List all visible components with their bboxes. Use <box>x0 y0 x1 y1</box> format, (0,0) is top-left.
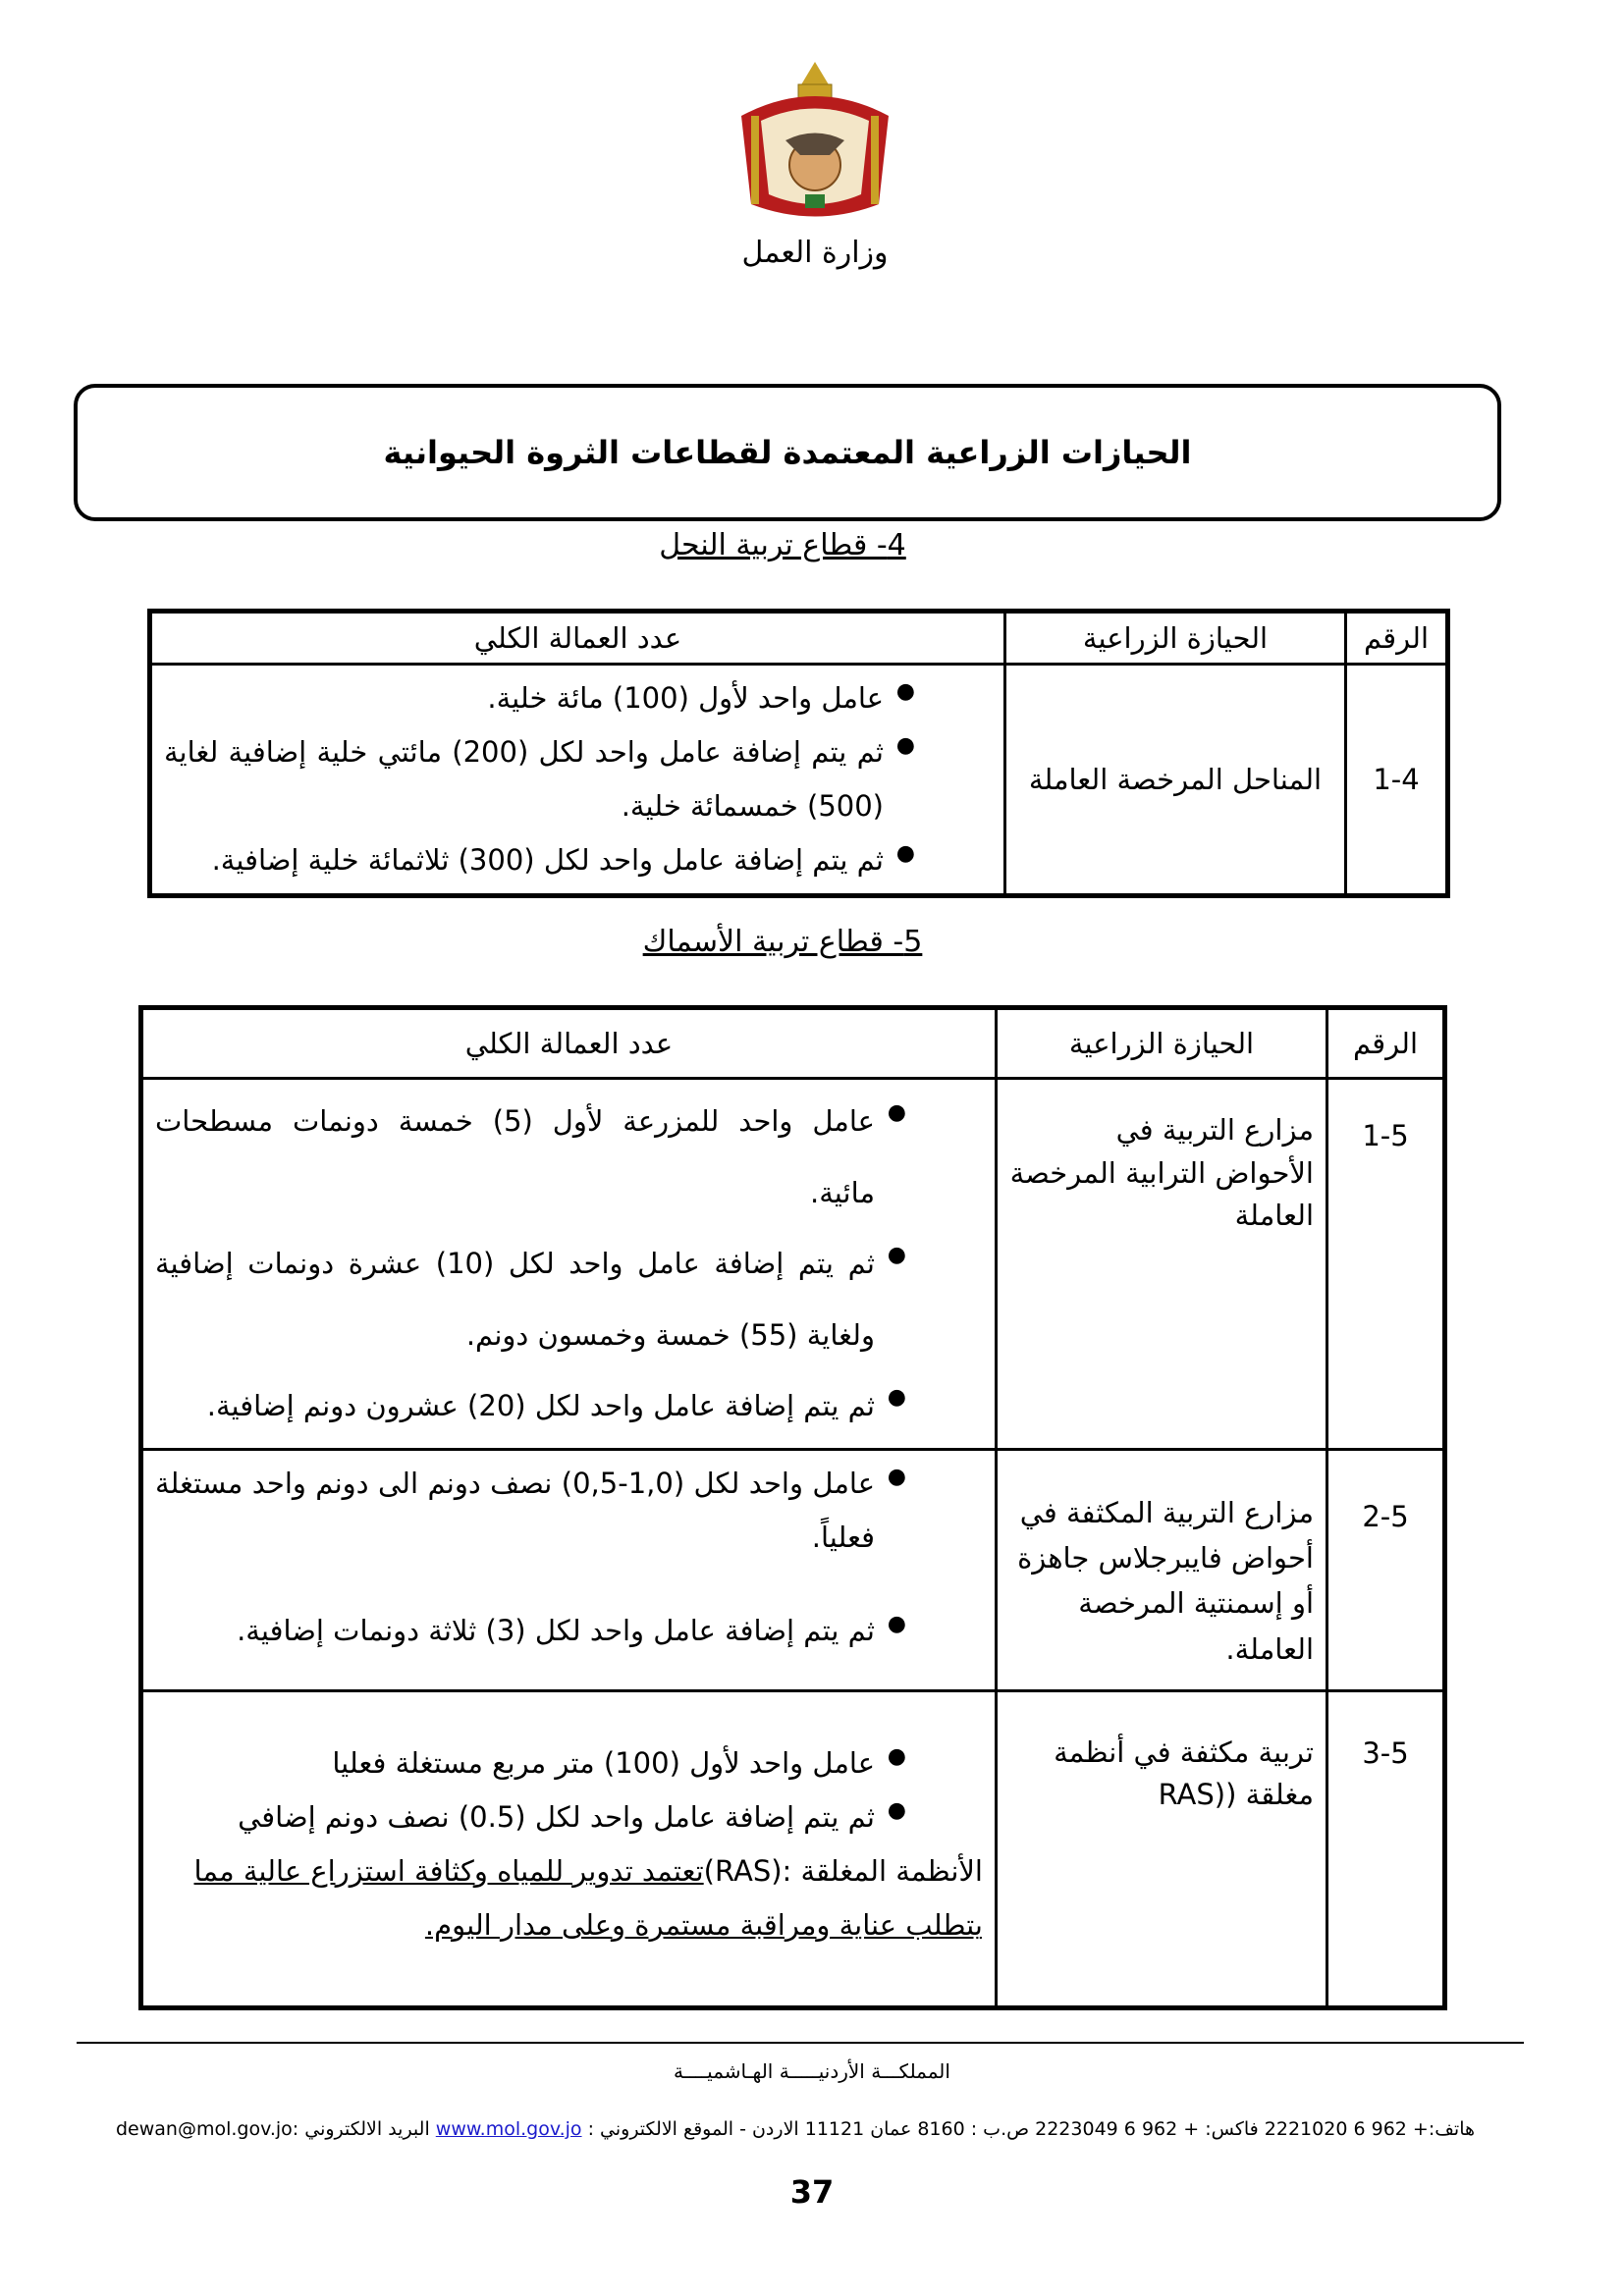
table-row <box>141 1079 1445 1450</box>
ras-note <box>155 1844 983 1952</box>
row-number: 3-5 <box>1327 1690 1445 2008</box>
row-number: 1-4 <box>1346 665 1448 896</box>
row-workers <box>141 1079 997 1450</box>
ras-note-label: الأنظمة المغلقة :(RAS) <box>703 1853 983 1888</box>
table-header-row <box>141 1008 1445 1079</box>
footer-divider <box>77 2042 1524 2044</box>
list-item: ● ثم يتم إضافة عامل واحد لكل (300) ثلاثمائة خلية إضافية. <box>164 833 884 887</box>
table-row <box>150 665 1448 896</box>
list-item: ● ثم يتم إضافة عامل واحد لكل (3) ثلاثة دونمات إضافية. <box>155 1604 875 1658</box>
col-header-number: الرقم <box>1327 1008 1445 1079</box>
list-item: ● ثم يتم إضافة عامل واحد لكل (0.5) نصف دونم إضافي <box>155 1790 875 1844</box>
table-row <box>141 1690 1445 2008</box>
row-holding: المناحل المرخصة العاملة <box>1005 665 1346 896</box>
website-link[interactable]: www.mol.gov.jo <box>435 2118 582 2140</box>
table-header-row <box>150 612 1448 665</box>
ministry-name: وزارة العمل <box>741 236 889 270</box>
footer-contact <box>98 2118 1492 2140</box>
contact-email: البريد الالكتروني :dewan@mol.gov.jo <box>115 2118 436 2140</box>
page-number: 37 <box>789 2173 835 2211</box>
jordan-coat-of-arms-logo <box>731 57 898 239</box>
col-header-holding: الحيازة الزراعية <box>997 1008 1327 1079</box>
beekeeping-table <box>147 609 1450 898</box>
col-header-number: الرقم <box>1346 612 1448 665</box>
list-item: ● ثم يتم إضافة عامل واحد لكل (10) عشرة دونمات إضافية ولغاية (55) خمسة وخمسون دونم. <box>155 1228 875 1370</box>
title-box <box>74 384 1501 521</box>
row-workers <box>141 1449 997 1690</box>
row-holding: مزارع التربية المكثفة في أحواض فايبرجلاس جاهزة أو إسمنتية المرخصة العاملة. <box>997 1449 1327 1690</box>
row-workers <box>141 1690 997 2008</box>
footer-kingdom: المملكـــة الأردنيـــــة الهـاشميــــة <box>674 2059 950 2083</box>
list-item: ● عامل واحد لأول (100) مائة خلية. <box>164 671 884 725</box>
list-item: ● ثم يتم إضافة عامل واحد لكل (20) عشرون دونم إضافية. <box>155 1370 875 1442</box>
row-holding: مزارع التربية في الأحواض الترابية المرخصة العاملة <box>997 1079 1327 1450</box>
list-item: ● عامل واحد لكل (1,0-0,5) نصف دونم الى دونم واحد مستغلة فعلياً. <box>155 1457 875 1565</box>
ras-note-text: تعتمد تدوير للمياه وكثافة استزراع عالية مما يتطلب عناية ومراقبة مستمرة وعلى مدار اليوم. <box>193 1853 983 1942</box>
list-item: ● ثم يتم إضافة عامل واحد لكل (200) مائتي خلية إضافية لغاية (500) خمسمائة خلية. <box>164 725 884 833</box>
list-item: ● عامل واحد لأول (100) متر مربع مستغلة فعليا <box>155 1736 875 1790</box>
section-5-heading: 5- قطاع تربية الأسماك <box>642 925 923 959</box>
contact-phone-fax-address: هاتف:+ 962 6 2221020 فاكس: + 962 6 2223049 ص.ب : 8160 عمان 11121 الاردن - الموقع الالكتروني : <box>581 2118 1476 2140</box>
row-holding: تربية مكثفة في أنظمة مغلقة ((RAS <box>997 1690 1327 2008</box>
col-header-holding: الحيازة الزراعية <box>1005 612 1346 665</box>
list-item: ● عامل واحد للمزرعة لأول (5) خمسة دونمات مسطحات مائية. <box>155 1086 875 1228</box>
table-row <box>141 1449 1445 1690</box>
page-title: الحيازات الزراعية المعتمدة لقطاعات الثروة الحيوانية <box>383 434 1192 471</box>
fish-farming-table <box>138 1005 1447 2010</box>
col-header-workers: عدد العمالة الكلي <box>150 612 1005 665</box>
row-workers <box>150 665 1005 896</box>
section-4-heading: 4- قطاع تربية النحل <box>659 528 906 562</box>
row-number: 1-5 <box>1327 1079 1445 1450</box>
col-header-workers: عدد العمالة الكلي <box>141 1008 997 1079</box>
row-number: 2-5 <box>1327 1449 1445 1690</box>
